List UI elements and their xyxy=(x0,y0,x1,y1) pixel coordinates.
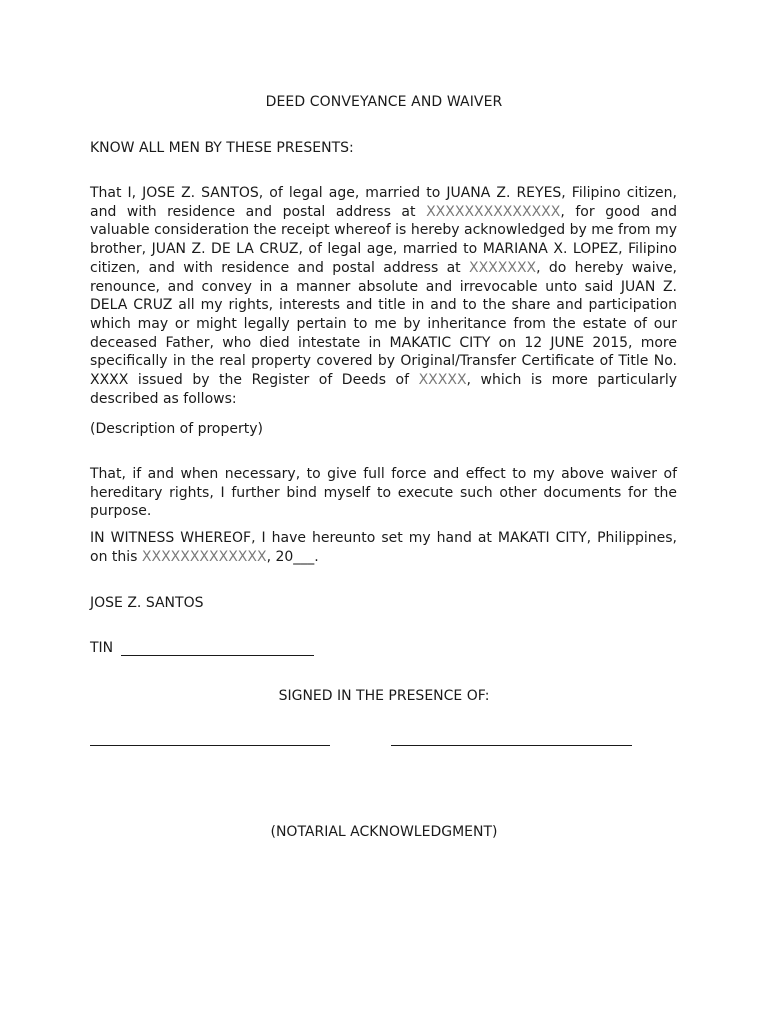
paragraph-text: , 20___. xyxy=(266,548,319,565)
title-number-placeholder: XXXX xyxy=(90,372,129,389)
paragraph-witness xyxy=(90,529,677,566)
address-placeholder: XXXXXXXXXXXXXX xyxy=(426,203,561,220)
witness-signature-line-1 xyxy=(90,745,330,746)
paragraph-text: issued by the Register of Deeds of xyxy=(128,372,419,389)
address-placeholder: XXXXXXX xyxy=(468,259,537,276)
presence-heading: SIGNED IN THE PRESENCE OF: xyxy=(278,688,490,704)
notarial-acknowledgment: (NOTARIAL ACKNOWLEDGMENT) xyxy=(270,824,498,840)
document-title: DEED CONVEYANCE AND WAIVER xyxy=(265,94,503,110)
register-placeholder: XXXXX xyxy=(418,372,467,389)
paragraph-text: , for good and valuable consideration the receipt whereof is hereby acknowledged by me from my brother, JUAN Z. DE LA CRUZ, of legal age, married to MARIANA X. LOPEZ, Filipino citizen, and with residence and postal address at xyxy=(90,203,678,276)
paragraph-conveyance xyxy=(90,184,677,408)
tin-row xyxy=(90,640,314,656)
paragraph-text: That I, JOSE Z. SANTOS, of legal age, married to JUANA Z. REYES, Filipino citizen, and with residence and postal address at xyxy=(90,185,677,220)
tin-blank-line xyxy=(121,641,314,656)
witness-signature-line-2 xyxy=(391,745,632,746)
document-heading: KNOW ALL MEN BY THESE PRESENTS: xyxy=(90,140,354,156)
paragraph-text: IN WITNESS WHEREOF, I have hereunto set my hand at MAKATI CITY, Philippines, on this xyxy=(90,530,677,565)
paragraph-description: (Description of property) xyxy=(90,421,263,437)
signer-name: JOSE Z. SANTOS xyxy=(90,595,204,611)
tin-label: TIN xyxy=(90,640,114,656)
paragraph-undertaking: That, if and when necessary, to give full force and effect to my above waiver of hereditary rights, I further bind myself to execute such other documents for the purpose. xyxy=(90,466,677,520)
paragraph-text: , do hereby waive, renounce, and convey in a manner absolute and irrevocable unto said JUAN Z. DELA CRUZ all my rights, interests and title in and to the share and participation which may or might legally pertain to me by inheritance from the estate of our deceased Father, who died intestate in MAKATIC CITY on 12 JUNE 2015, more specifically in the real property covered by Original/Transfer Certificate of Title No. xyxy=(90,259,678,370)
date-placeholder: XXXXXXXXXXXXX xyxy=(141,548,267,565)
paragraph-text: , which is more particularly described as follows: xyxy=(90,372,677,407)
